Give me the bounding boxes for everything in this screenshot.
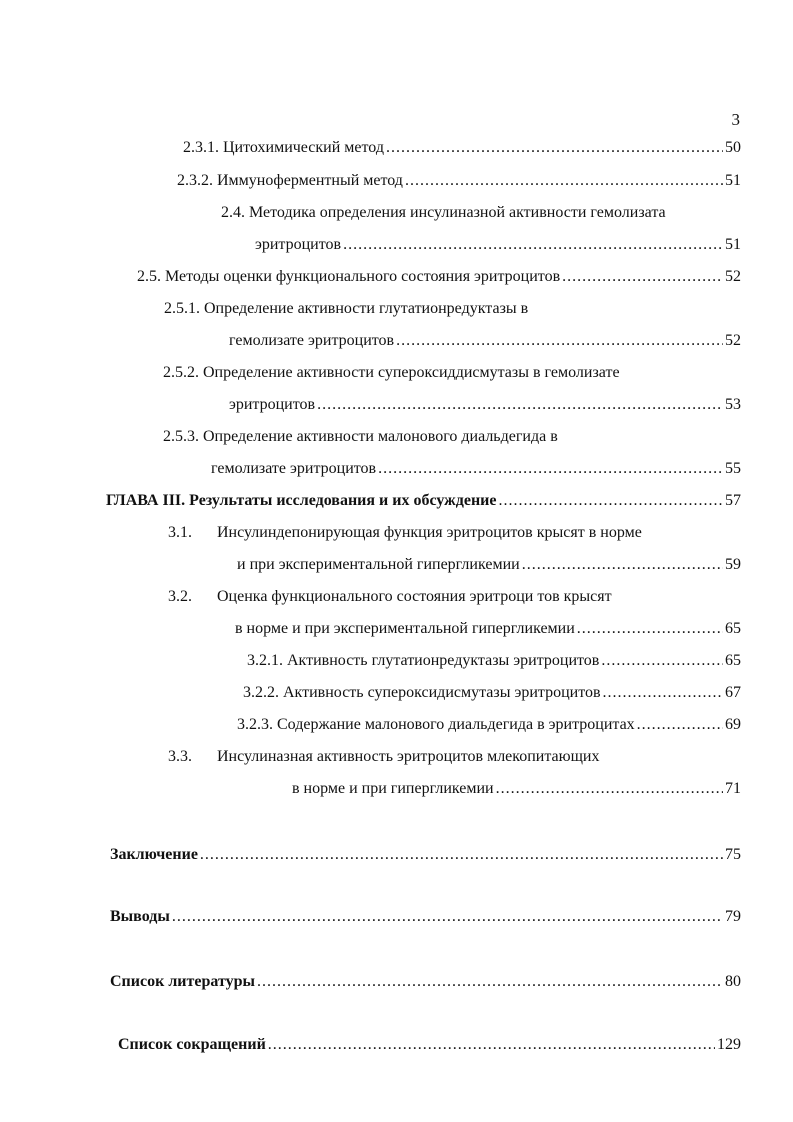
leader-dots — [257, 970, 723, 994]
toc-page-number: 79 — [725, 908, 741, 925]
toc-entry-2-5-1-line1: 2.5.1. Определение активности глутатионредуктазы в — [164, 300, 529, 317]
toc-abbreviations — [118, 1033, 741, 1057]
toc-page-number: 69 — [725, 716, 741, 733]
toc-entry-3-2-2 — [243, 681, 741, 705]
toc-entry-title: Список сокращений — [118, 1036, 266, 1053]
toc-entry-title: эритроцитов — [229, 396, 316, 413]
toc-entry-title: 3.2.2. Активность супероксидисмутазы эритроцитов — [243, 684, 601, 701]
toc-page-number: 80 — [725, 973, 741, 990]
leader-dots — [522, 553, 723, 577]
toc-entry-3-2-number: 3.2. — [168, 588, 192, 605]
toc-entry-3-1-line1: Инсулиндепонирующая функция эритроцитов крысят в норме — [217, 524, 642, 541]
leader-dots — [317, 393, 723, 417]
toc-entry-title: Выводы — [110, 908, 170, 925]
toc-entry-3-2-3 — [237, 713, 741, 737]
leader-dots — [577, 617, 723, 641]
leader-dots — [378, 457, 723, 481]
leader-dots — [499, 489, 724, 513]
toc-page-number: 53 — [725, 396, 741, 413]
toc-entry-2-5-3-line1: 2.5.3. Определение активности малонового диальдегида в — [163, 428, 558, 445]
toc-entry-title: 2.5. Методы оценки функционального состояния эритроцитов — [137, 268, 561, 285]
toc-entry-title: 3.2.1. Активность глутатионредуктазы эритроцитов — [247, 652, 600, 669]
leader-dots — [405, 169, 723, 193]
toc-entry-3-1-line2 — [237, 553, 741, 577]
leader-dots — [172, 905, 723, 929]
leader-dots — [386, 136, 723, 160]
toc-page-number: 75 — [725, 846, 741, 863]
toc-page-number: 51 — [725, 236, 741, 253]
leader-dots — [268, 1033, 715, 1057]
toc-page-number: 50 — [725, 139, 741, 156]
toc-entry-title: эритроцитов — [255, 236, 342, 253]
leader-dots — [637, 713, 723, 737]
leader-dots — [496, 777, 723, 801]
toc-entry-3-2-1 — [247, 649, 741, 673]
toc-entry-title: ГЛАВА III. Результаты исследования и их обсуждение — [106, 492, 497, 509]
leader-dots — [200, 843, 723, 867]
leader-dots — [601, 649, 723, 673]
toc-chapter-3 — [106, 489, 741, 513]
toc-entry-title: гемолизате эритроцитов — [229, 332, 395, 349]
toc-entry-3-3-line2 — [292, 777, 741, 801]
toc-conclusion — [110, 843, 741, 867]
toc-entry-2-3-1 — [183, 136, 741, 160]
leader-dots — [343, 233, 723, 257]
toc-entry-3-1-number: 3.1. — [168, 524, 192, 541]
toc-entry-title: и при экспериментальной гипергликемии — [237, 556, 520, 573]
toc-page-number: 65 — [725, 620, 741, 637]
toc-references — [110, 970, 741, 994]
toc-entry-3-3-number: 3.3. — [168, 748, 192, 765]
leader-dots — [603, 681, 723, 705]
leader-dots — [396, 329, 723, 353]
page-number: 3 — [731, 110, 740, 129]
toc-page-number: 57 — [725, 492, 741, 509]
toc-entry-2-5-3-line2 — [211, 457, 741, 481]
toc-findings — [110, 905, 741, 929]
toc-entry-title: гемолизате эритроцитов — [211, 460, 377, 477]
toc-entry-3-2-line2 — [235, 617, 741, 641]
toc-page-number: 52 — [725, 332, 741, 349]
toc-entry-title: в норме и при экспериментальной гипергликемии — [235, 620, 575, 637]
toc-entry-3-3-line1: Инсулиназная активность эритроцитов млекопитающих — [217, 748, 600, 765]
toc-entry-title: Список литературы — [110, 973, 255, 990]
toc-entry-title: 3.2.3. Содержание малонового диальдегида в эритроцитах — [237, 716, 635, 733]
toc-entry-2-5-2-line1: 2.5.2. Определение активности супероксиддисмутазы в гемолизате — [163, 364, 620, 381]
toc-entry-2-4-line1: 2.4. Методика определения инсулиназной активности гемолизата — [221, 204, 666, 221]
toc-entry-title: Заключение — [110, 846, 198, 863]
toc-page-number: 71 — [725, 780, 741, 797]
toc-entry-title: 2.3.1. Цитохимический метод — [183, 139, 384, 156]
toc-page-number: 67 — [725, 684, 741, 701]
toc-entry-title: 2.3.2. Иммуноферментный метод — [177, 172, 403, 189]
toc-page-number: 59 — [725, 556, 741, 573]
toc-page-number: 52 — [725, 268, 741, 285]
toc-entry-2-5-2-line2 — [229, 393, 741, 417]
toc-page-number: 51 — [725, 172, 741, 189]
toc-page-number: 129 — [717, 1036, 741, 1053]
toc-page-number: 65 — [725, 652, 741, 669]
leader-dots — [562, 265, 723, 289]
toc-entry-2-5 — [137, 265, 741, 289]
toc-entry-2-4-line2 — [255, 233, 741, 257]
toc-entry-2-3-2 — [177, 169, 741, 193]
toc-entry-3-2-line1: Оценка функционального состояния эритроци тов крысят — [217, 588, 612, 605]
toc-entry-title: в норме и при гипергликемии — [292, 780, 494, 797]
toc-entry-2-5-1-line2 — [229, 329, 741, 353]
toc-page-number: 55 — [725, 460, 741, 477]
